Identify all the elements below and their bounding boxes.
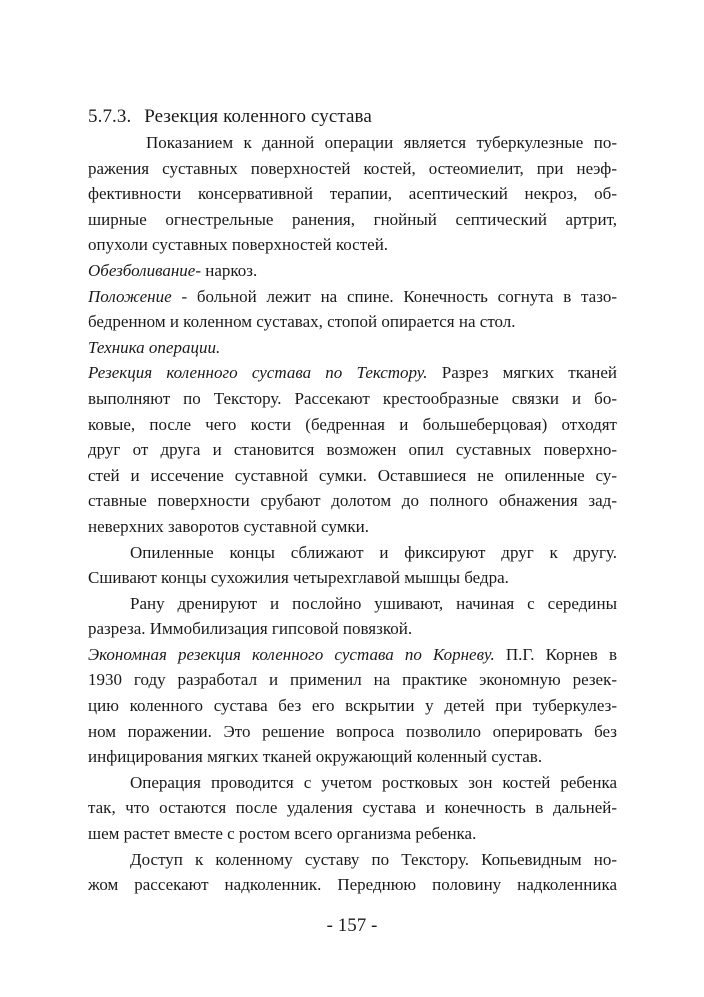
text-line [88, 386, 617, 412]
text-run: 1930 году разработал и применил на практике экономную резек- [88, 670, 617, 690]
body-text [88, 130, 617, 898]
page-content [88, 104, 617, 898]
italic-run: Резекция коленного сустава по Текстору. [88, 363, 428, 383]
text-line [88, 156, 617, 182]
page-number: - 157 - [326, 915, 378, 936]
text-run: Сшивают концы сухожилия четырехглавой мышцы бедра. [88, 568, 509, 588]
italic-run: Обезболивание [88, 260, 196, 280]
text-line [88, 540, 617, 566]
text-line [88, 616, 617, 642]
text-line [88, 181, 617, 207]
text-run: П.Г. Корнев в [494, 644, 617, 664]
text-run: Разрез мягких тканей [427, 363, 618, 383]
text-run: так, что остаются после удаления сустава и конечность в дальней- [88, 798, 617, 818]
text-line [88, 207, 617, 233]
italic-run: Экономная резекция коленного сустава по Корневу. [88, 644, 495, 664]
text-run: друг от друга и становится возможен опил суставных поверхно- [88, 440, 617, 460]
text-run: Показанием к данной операции является туберкулезные по- [146, 133, 617, 152]
text-run: инфицирования мягких тканей окружающий коленный сустав. [88, 747, 543, 767]
text-line [88, 335, 617, 361]
text-run: опухоли суставных поверхностей костей. [88, 235, 389, 255]
text-run: шем растет вместе с ростом всего организма ребенка. [88, 824, 477, 844]
text-run: - наркоз. [195, 260, 258, 280]
text-run: - больной лежит на спине. Конечность согнута в тазо- [171, 286, 617, 306]
text-line [88, 412, 617, 438]
text-line [88, 693, 617, 719]
text-run: ражения суставных поверхностей костей, остеомиелит, при неэф- [88, 158, 617, 178]
text-line [88, 591, 617, 617]
text-run: ковые, после чего кости (бедренная и большеберцовая) отходят [88, 414, 617, 434]
text-run: фективности консервативной терапии, асептический некроз, об- [88, 184, 617, 204]
italic-run: Техника операции. [88, 337, 221, 357]
section-title: Резекция коленного сустава [144, 106, 372, 127]
text-line [88, 847, 617, 873]
text-run: Доступ к коленному суставу по Текстору. Копьевидным но- [130, 849, 617, 869]
text-line [88, 744, 617, 770]
text-line [88, 258, 617, 284]
text-run: цию коленного сустава без его вскрытии у детей при туберкулез- [88, 696, 617, 716]
text-line [88, 667, 617, 693]
section-number: 5.7.3. [88, 106, 132, 127]
text-line [88, 795, 617, 821]
text-run: разреза. Иммобилизация гипсовой повязкой. [88, 619, 413, 639]
italic-run: Положение [88, 286, 172, 306]
text-run: ширные огнестрельные ранения, гнойный септический артрит, [88, 209, 617, 229]
text-run: стей и иссечение суставной сумки. Оставшиеся не опиленные су- [88, 465, 617, 485]
text-line [88, 770, 617, 796]
text-line [88, 821, 617, 847]
text-run: ном поражении. Это решение вопроса позволило оперировать без [88, 721, 617, 741]
section-heading [88, 104, 617, 130]
text-line [88, 130, 617, 156]
text-line [88, 309, 617, 335]
text-line [88, 514, 617, 540]
text-run: Операция проводится с учетом ростковых зон костей ребенка [130, 772, 617, 792]
text-run: Опиленные концы сближают и фиксируют друг к другу. [130, 542, 617, 562]
text-line [88, 463, 617, 489]
text-line [88, 565, 617, 591]
text-line [88, 872, 617, 898]
text-line [88, 360, 617, 386]
text-line [88, 284, 617, 310]
text-line [88, 232, 617, 258]
text-line [88, 488, 617, 514]
text-run: ставные поверхности срубают долотом до полного обнажения зад- [88, 491, 617, 511]
text-run: Рану дренируют и послойно ушивают, начиная с середины [130, 593, 617, 613]
text-line [88, 642, 617, 668]
text-line [88, 719, 617, 745]
text-run: бедренном и коленном суставах, стопой опирается на стол. [88, 312, 516, 332]
text-run: жом рассекают надколенник. Переднюю половину надколенника [88, 875, 617, 895]
text-run: выполняют по Текстору. Рассекают крестообразные связки и бо- [88, 388, 617, 408]
text-line [88, 437, 617, 463]
text-run: неверхних заворотов суставной сумки. [88, 516, 369, 536]
